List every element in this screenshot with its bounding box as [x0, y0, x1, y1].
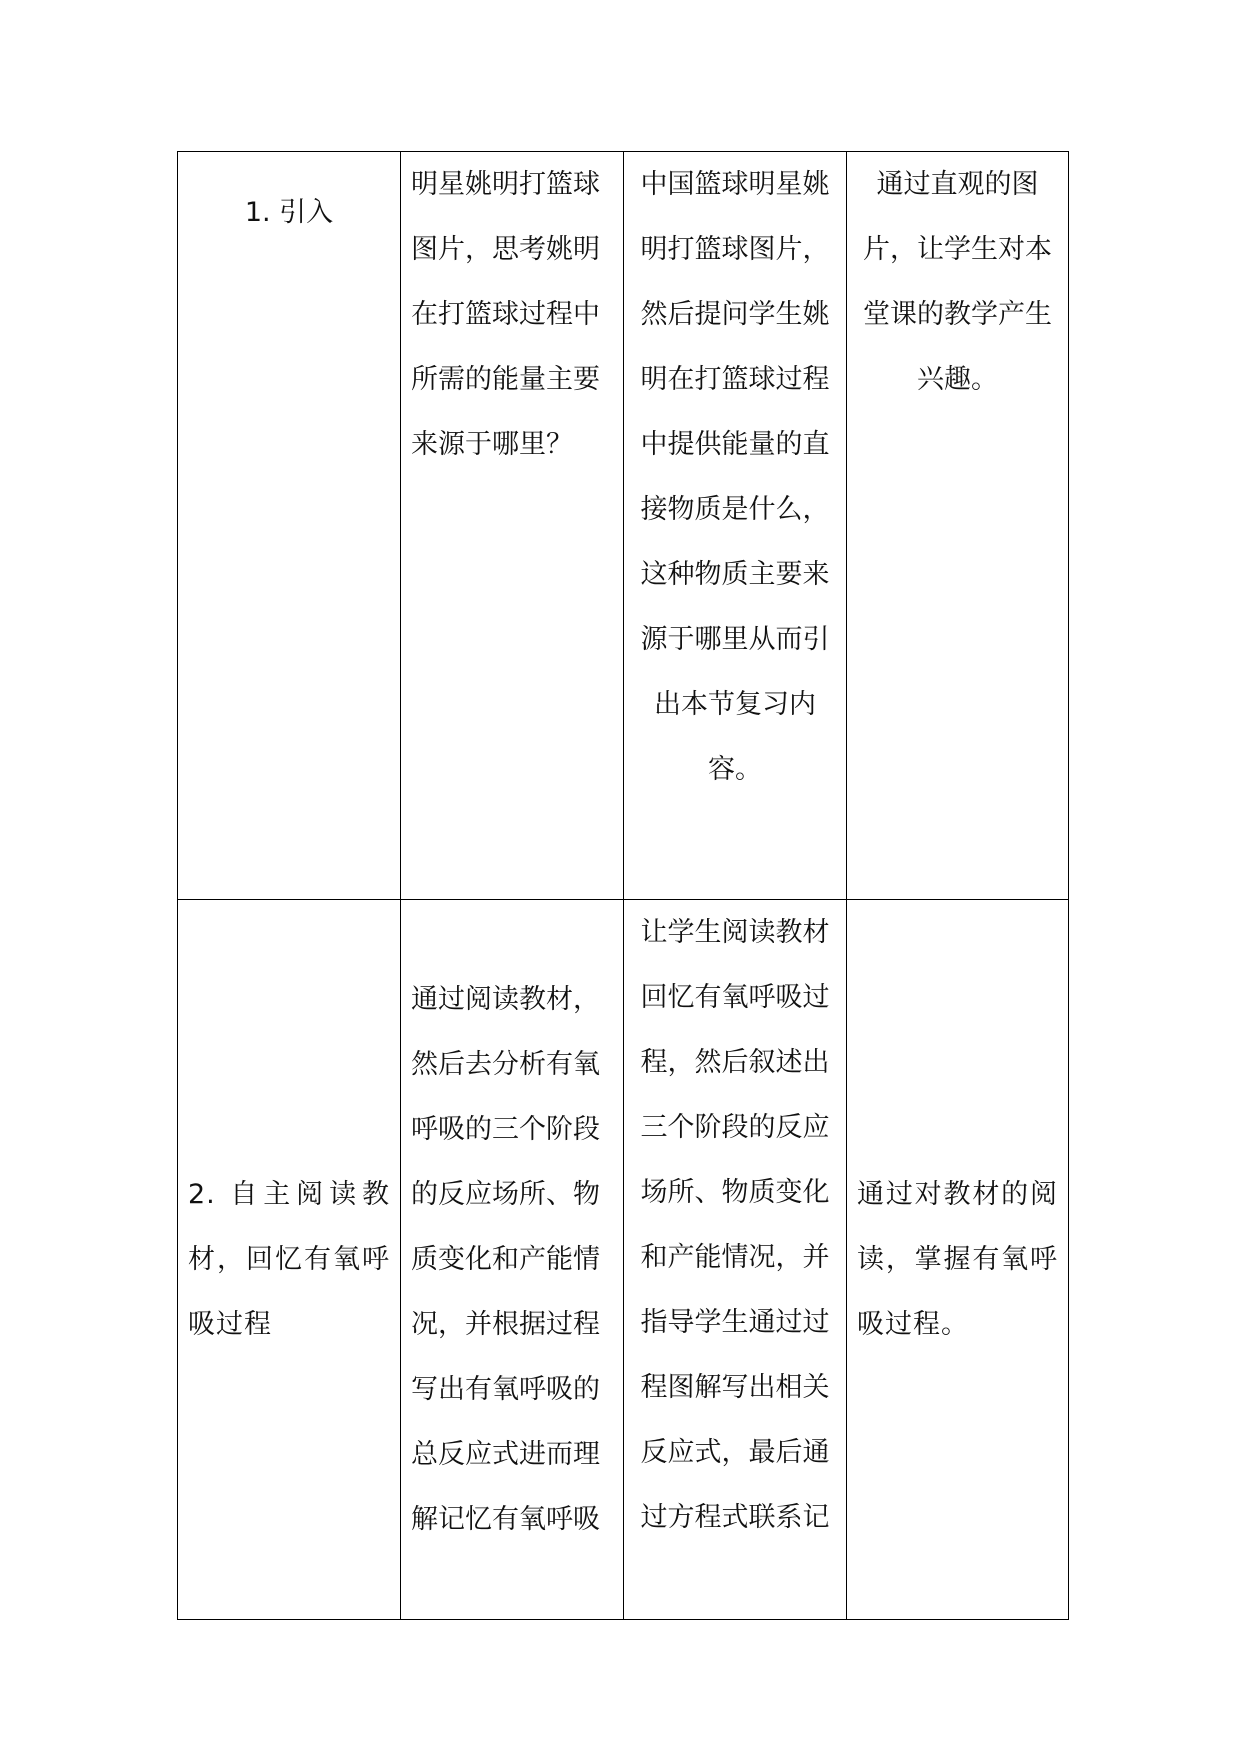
student-activity-cell: [401, 152, 624, 900]
design-intent-cell: [847, 152, 1069, 900]
teacher-activity-cell: [624, 152, 847, 900]
step-text: 1. 引入: [244, 197, 334, 228]
table-row: [178, 900, 1069, 1620]
student-activity-text: 明星姚明打篮球图片，思考姚明在打篮球过程中所需的能量主要来源于哪里？: [411, 169, 600, 460]
student-activity-text: 通过阅读教材，然后去分析有氧呼吸的三个阶段的反应场所、物质变化和产能情况，并根据过程写出有氧呼吸的总反应式进而理解记忆有氧呼吸: [411, 984, 600, 1535]
teacher-activity-text: 让学生阅读教材回忆有氧呼吸过程，然后叙述出三个阶段的反应场所、物质变化和产能情况，并指导学生通过过程图解写出相关反应式，最后通过方程式联系记: [640, 917, 830, 1533]
design-intent-text: 通过直观的图片，让学生对本堂课的教学产生兴趣。: [863, 169, 1052, 395]
design-intent-cell: [847, 900, 1069, 1620]
teacher-activity-cell: [624, 900, 847, 1620]
step-cell: [178, 152, 401, 900]
student-activity-cell: [401, 900, 624, 1620]
teacher-activity-text: 中国篮球明星姚明打篮球图片，然后提问学生姚明在打篮球过程中提供能量的直接物质是什么，这种物质主要来源于哪里从而引出本节复习内容。: [640, 169, 830, 785]
design-intent-text: 通过对教材的阅读，掌握有氧呼吸过程。: [857, 1179, 1058, 1340]
step-cell: [178, 900, 401, 1620]
lesson-plan-table: [177, 151, 1069, 1620]
step-text: 2. 自主阅读教材，回忆有氧呼吸过程: [188, 1179, 390, 1340]
table-row: [178, 152, 1069, 900]
